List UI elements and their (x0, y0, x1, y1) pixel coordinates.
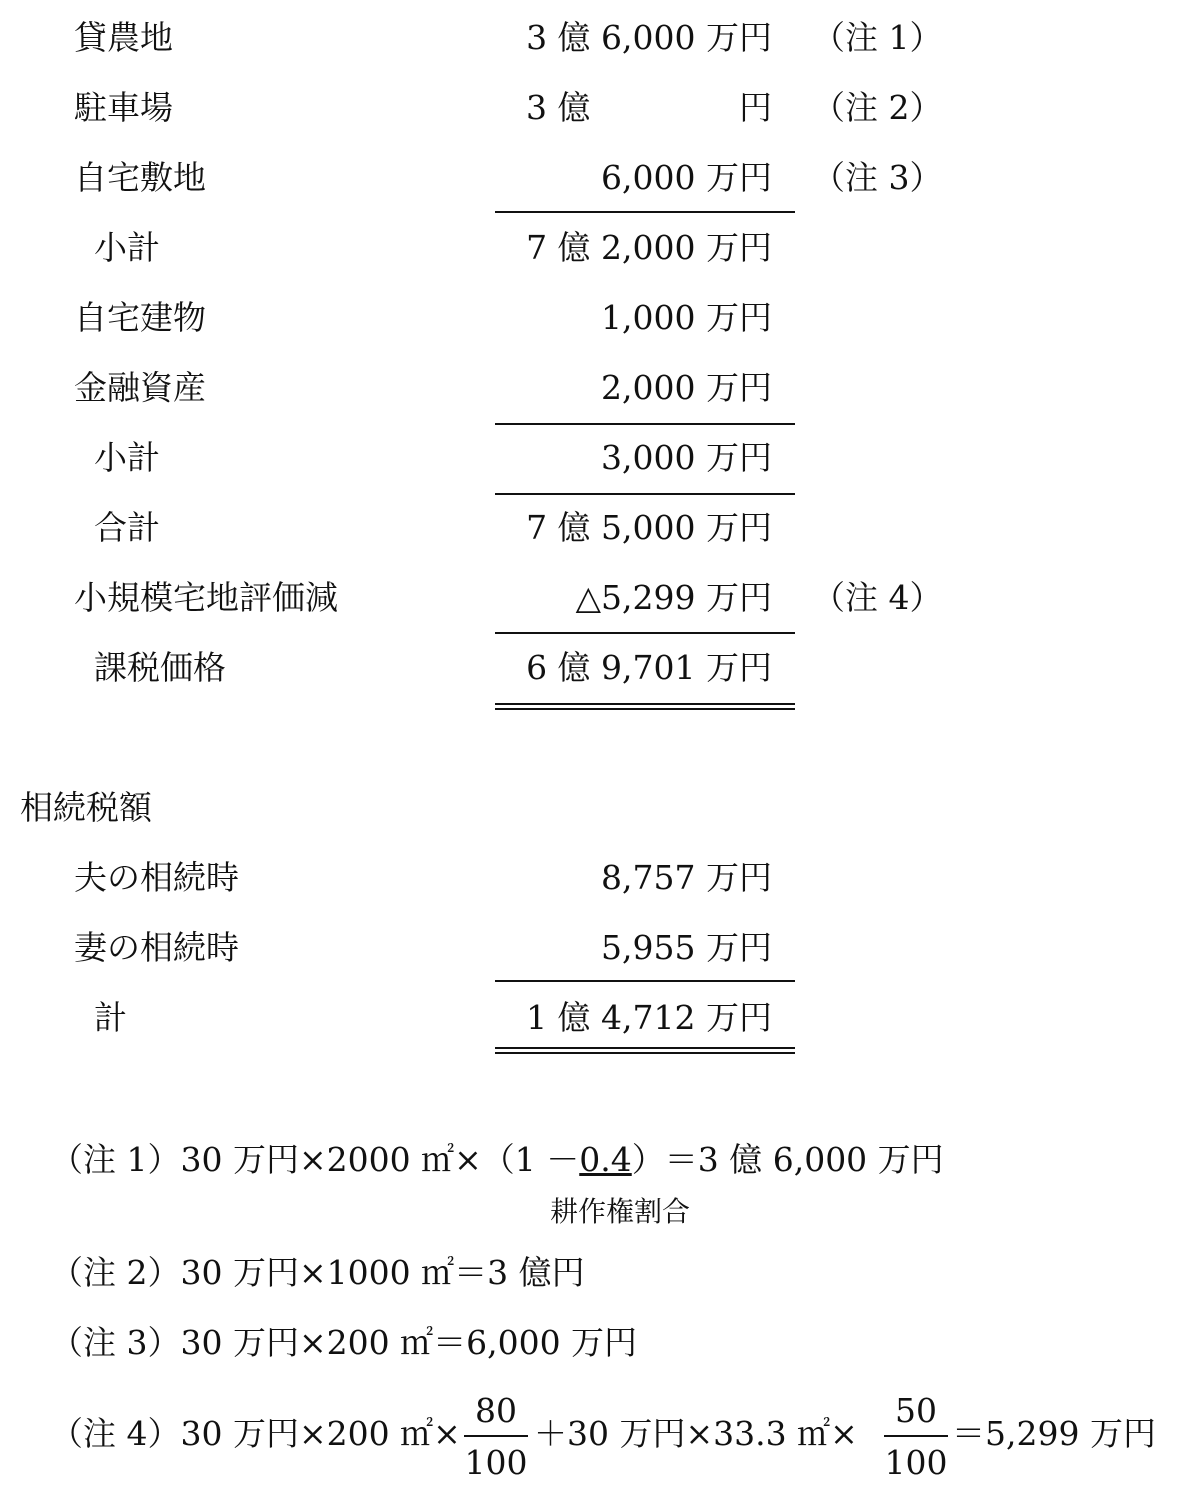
row-label-home-building: 自宅建物 (74, 298, 206, 337)
total-rule (495, 493, 795, 495)
row-amount-tax-total: 1 億 4,712 万円 (526, 998, 772, 1037)
parking-amount-oku: 3 億 (526, 88, 591, 127)
parking-amount-en: 円 (739, 88, 772, 127)
note-ref-4: （注 4） (812, 578, 943, 617)
footnote-1-prefix: （注 1） (50, 1140, 181, 1179)
subtotal-rule (495, 423, 795, 425)
footnote-4-part2: ＋30 万円×33.3 ㎡× (534, 1414, 858, 1453)
row-amount-taxable-value: 6 億 9,701 万円 (526, 648, 772, 687)
row-amount-financial-assets: 2,000 万円 (601, 368, 772, 407)
fraction-1-numerator: 80 (475, 1391, 517, 1430)
tax-total-rule (495, 980, 795, 982)
subtotal-rule (495, 211, 795, 213)
footnote-1-rate: 0.4 (579, 1140, 632, 1179)
note-ref-1: （注 1） (812, 18, 943, 57)
row-label-taxable-value: 課税価格 (94, 648, 226, 687)
double-rule (495, 1047, 795, 1054)
note-ref-3: （注 3） (812, 158, 943, 197)
fraction-2-bar (884, 1435, 948, 1437)
row-amount-wife-inheritance: 5,955 万円 (601, 928, 772, 967)
double-rule (495, 703, 795, 710)
fraction-2-numerator: 50 (895, 1391, 937, 1430)
row-amount-kashinochi: 3 億 6,000 万円 (526, 18, 772, 57)
footnote-1 (50, 1140, 944, 1180)
row-amount-home-building: 1,000 万円 (601, 298, 772, 337)
footnote-4-part3: ＝5,299 万円 (952, 1414, 1156, 1453)
row-label-home-land: 自宅敷地 (74, 158, 206, 197)
footnote-4-part1: 30 万円×200 ㎡× (180, 1414, 461, 1453)
section-heading-inheritance-tax: 相続税額 (20, 788, 152, 827)
row-amount-home-land: 6,000 万円 (601, 158, 772, 197)
row-amount-subtotal-1: 7 億 2,000 万円 (526, 228, 772, 267)
row-label-subtotal-2: 小計 (94, 438, 160, 477)
row-amount-small-land-reduction: △5,299 万円 (575, 578, 772, 617)
fraction-1-denominator: 100 (464, 1443, 528, 1482)
row-label-small-land-reduction: 小規模宅地評価減 (74, 578, 338, 617)
row-label-parking: 駐車場 (74, 88, 173, 127)
row-label-kashinochi: 貸農地 (74, 18, 173, 57)
row-label-wife-inheritance: 妻の相続時 (74, 928, 239, 967)
row-amount-subtotal-2: 3,000 万円 (601, 438, 772, 477)
row-label-tax-total: 計 (94, 998, 127, 1037)
footnote-3: （注 3）30 万円×200 ㎡＝6,000 万円 (50, 1323, 638, 1362)
footnote-2: （注 2）30 万円×1000 ㎡＝3 億円 (50, 1253, 585, 1292)
taxable-rule (495, 632, 795, 634)
row-label-subtotal-1: 小計 (94, 228, 160, 267)
footnote-1-caption: 耕作権割合 (550, 1195, 691, 1228)
footnote-1-text-a: 30 万円×2000 ㎡×（1 － (180, 1140, 580, 1179)
row-label-total: 合計 (94, 508, 160, 547)
footnote-4-prefix: （注 4） (50, 1414, 181, 1453)
row-label-financial-assets: 金融資産 (74, 368, 206, 407)
row-amount-husband-inheritance: 8,757 万円 (601, 858, 772, 897)
fraction-1-bar (464, 1435, 528, 1437)
footnote-4-lead (50, 1414, 461, 1454)
footnote-1-text-b: ）＝3 億 6,000 万円 (631, 1140, 944, 1179)
fraction-2-denominator: 100 (884, 1443, 948, 1482)
row-amount-total: 7 億 5,000 万円 (526, 508, 772, 547)
note-ref-2: （注 2） (812, 88, 943, 127)
row-label-husband-inheritance: 夫の相続時 (74, 858, 239, 897)
